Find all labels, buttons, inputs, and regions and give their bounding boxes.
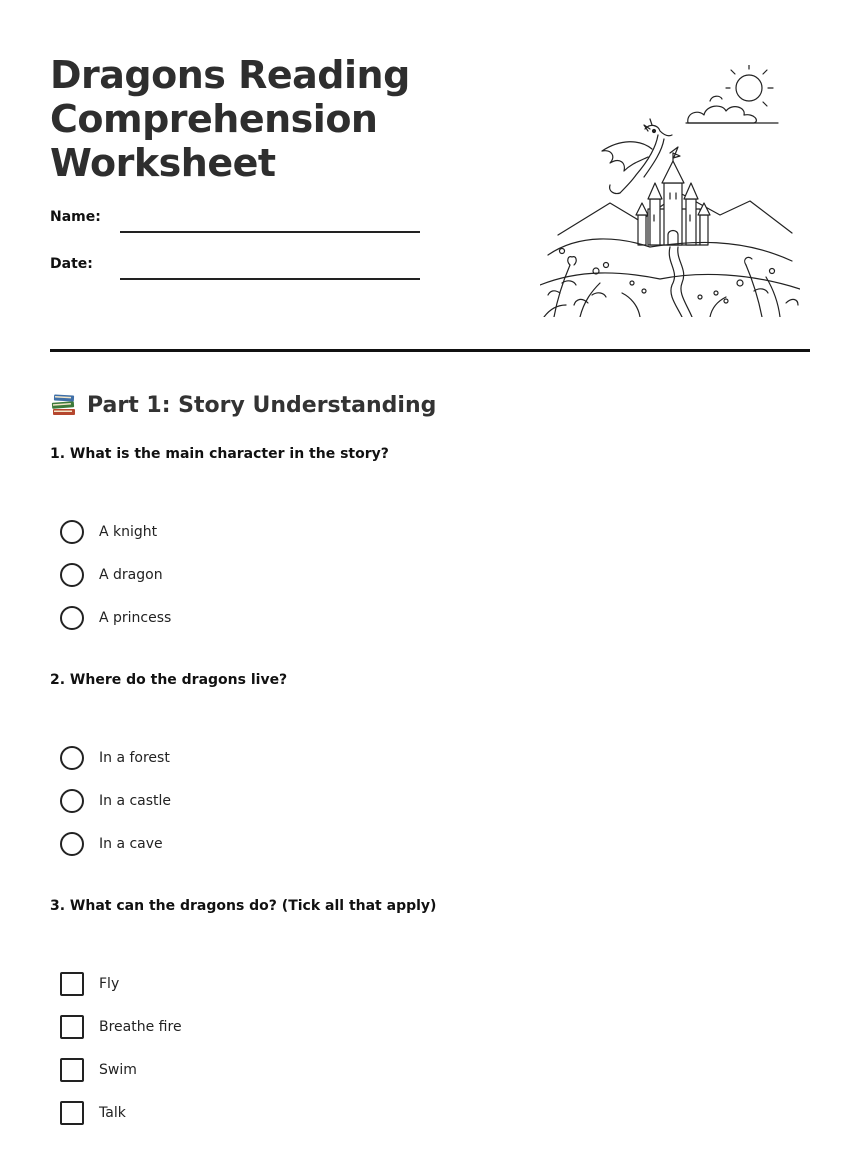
question-text: 2. Where do the dragons live? [50, 672, 288, 688]
worksheet-header [50, 50, 810, 320]
worksheet-title [50, 53, 470, 185]
date-label: Date: [50, 256, 93, 272]
radio-button[interactable] [60, 606, 84, 630]
option-label: Breathe fire [99, 1018, 182, 1035]
books-icon [50, 391, 78, 419]
worksheet-page [50, 0, 810, 1161]
radio-button[interactable] [60, 832, 84, 856]
sun-icon [726, 65, 773, 106]
dragon-castle-illustration [540, 65, 800, 317]
section-title [50, 388, 810, 422]
title-line: Comprehension [50, 97, 378, 141]
answer-option[interactable] [60, 1091, 760, 1134]
question-text: 1. What is the main character in the story? [50, 446, 389, 462]
name-line[interactable] [120, 231, 420, 233]
answer-option[interactable] [60, 962, 760, 1005]
title-line: Dragons Reading [50, 53, 410, 97]
section-label: Part 1: Story Understanding [87, 392, 437, 418]
answer-option[interactable] [60, 779, 760, 822]
date-line[interactable] [120, 278, 420, 280]
answer-options [60, 510, 760, 639]
option-label: A princess [99, 609, 172, 626]
answer-options [60, 962, 760, 1134]
answer-option[interactable] [60, 822, 760, 865]
option-label: Talk [99, 1104, 126, 1121]
radio-button[interactable] [60, 746, 84, 770]
plants-icon [544, 249, 609, 318]
option-label: A knight [99, 523, 158, 540]
checkbox[interactable] [60, 972, 84, 996]
cloud-icon [686, 96, 778, 123]
answer-option[interactable] [60, 1048, 760, 1091]
date-field[interactable] [50, 249, 470, 279]
checkbox[interactable] [60, 1015, 84, 1039]
castle-icon [636, 153, 710, 245]
question-2 [50, 670, 810, 852]
plants-right-icon [622, 257, 798, 317]
header-divider [50, 349, 810, 352]
option-label: In a forest [99, 749, 170, 766]
answer-option[interactable] [60, 510, 760, 553]
option-label: In a castle [99, 792, 172, 809]
checkbox[interactable] [60, 1058, 84, 1082]
radio-button[interactable] [60, 563, 84, 587]
question-1 [50, 444, 810, 626]
checkbox[interactable] [60, 1101, 84, 1125]
radio-button[interactable] [60, 520, 84, 544]
option-label: In a cave [99, 835, 163, 852]
question-text: 3. What can the dragons do? (Tick all that apply) [50, 898, 437, 914]
name-label: Name: [50, 209, 101, 225]
question-3 [50, 896, 810, 1121]
answer-option[interactable] [60, 736, 760, 779]
answer-option[interactable] [60, 596, 760, 639]
option-label: Swim [99, 1061, 137, 1078]
option-label: A dragon [99, 566, 163, 583]
option-label: Fly [99, 975, 120, 992]
name-field[interactable] [50, 202, 470, 232]
answer-option[interactable] [60, 1005, 760, 1048]
radio-button[interactable] [60, 789, 84, 813]
answer-option[interactable] [60, 553, 760, 596]
answer-options [60, 736, 760, 865]
title-line: Worksheet [50, 141, 276, 185]
